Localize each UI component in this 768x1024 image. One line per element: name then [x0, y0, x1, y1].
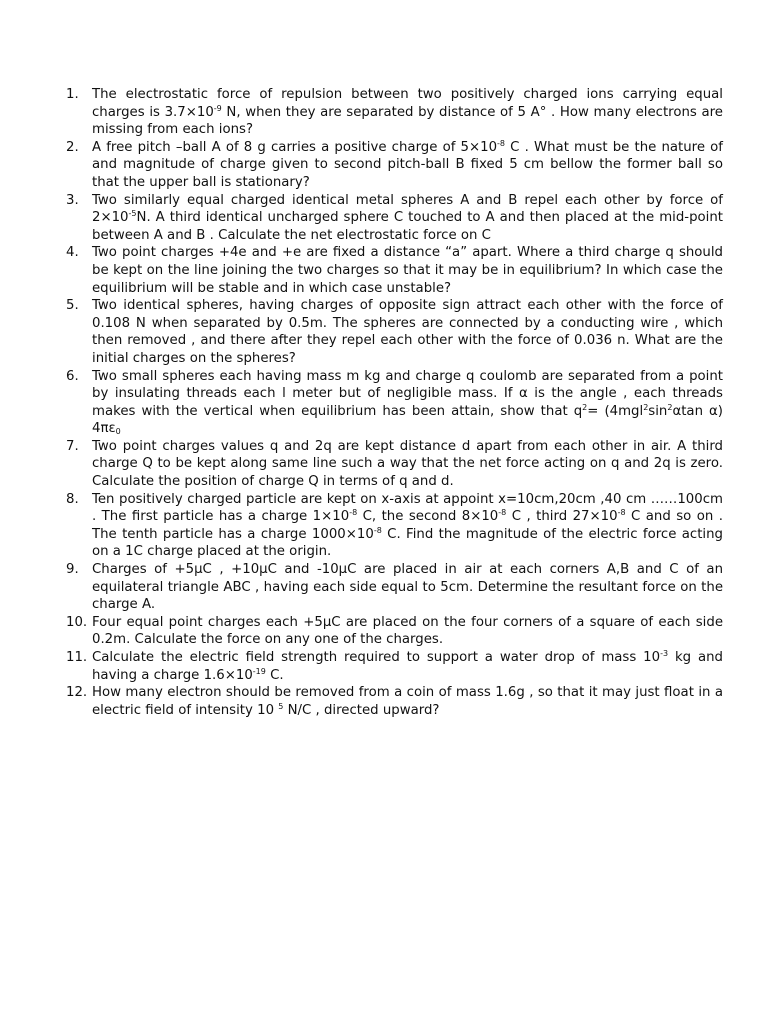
question-text: Two point charges +4e and +e are fixed a distance “a” apart. Where a third charge q should be kept on the line joining the two charges so that it may be in equilibrium? In which case the equilibrium will be stable and in which case unstable?: [92, 245, 723, 296]
question-text: kg and having a charge 1.6×10: [92, 650, 723, 683]
question-11: [66, 649, 723, 684]
exponent: 2: [667, 402, 673, 412]
exponent: 2: [582, 402, 588, 412]
exponent: -8: [617, 508, 626, 518]
question-2: [66, 139, 723, 192]
subscript: 0: [115, 427, 121, 437]
question-number: 8.: [66, 491, 79, 507]
question-number: 9.: [66, 562, 79, 578]
question-3: [66, 192, 723, 245]
question-text: C . What must be the nature of and magnitude of charge given to second pitch-ball B fixed 5 cm bellow the former ball so that the upper ball is stationary?: [92, 139, 723, 190]
question-text: Four equal point charges each +5μC are placed on the four corners of a square of each side 0.2m. Calculate the force on any one of the charges.: [92, 614, 723, 648]
question-text: C.: [265, 667, 284, 683]
question-text: Calculate the electric field strength required to support a water drop of mass 10: [92, 650, 661, 665]
question-text: Two similarly equal charged identical metal spheres A and B repel each other by force of 2×10: [92, 192, 723, 226]
question-number: 7.: [66, 438, 79, 454]
question-7: [66, 438, 723, 491]
question-text: How many electron should be removed from a coin of mass 1.6g , so that it may just float in a electric field of intensity 10: [92, 685, 723, 718]
question-number: 3.: [66, 192, 79, 208]
exponent: -9: [213, 103, 222, 113]
exponent: -8: [497, 138, 506, 148]
question-text: sin: [648, 403, 668, 419]
question-text: N/C , directed upward?: [283, 702, 440, 718]
question-text: Two point charges values q and 2q are kept distance d apart from each other in air. A third charge Q to be kept along same line such a way that the net force acting on q and 2q is zero. Calculate the position of charge Q in terms of q and d.: [92, 438, 723, 490]
exponent: -8: [498, 508, 507, 518]
question-1: [66, 86, 723, 139]
question-10: [66, 614, 723, 649]
exponent: -3: [660, 649, 669, 658]
question-text: A free pitch –ball A of 8 g carries a positive charge of 5×10: [92, 139, 498, 155]
question-text: C , third 27×10: [506, 509, 618, 525]
question-text: Ten positively charged particle are kept on x-axis at appoint x=10cm,20cm ,40 cm ……100cm . The first particle has a charge 1×10: [92, 491, 723, 525]
question-list: [66, 86, 723, 719]
question-5: [66, 297, 723, 367]
question-text: C. Find the magnitude of the electric force acting on a 1C charge placed at the origin.: [92, 526, 723, 560]
exponent: 5: [278, 701, 284, 711]
question-number: 5.: [66, 298, 79, 314]
question-6: [66, 368, 723, 438]
question-number: 11.: [66, 650, 88, 665]
question-number: 1.: [66, 87, 79, 102]
exponent: -8: [373, 525, 382, 535]
question-text: N, when they are separated by distance of 5 A° . How many electrons are missing from each ions?: [92, 104, 723, 138]
question-number: 12.: [66, 685, 88, 701]
question-number: 10.: [66, 614, 88, 630]
question-9: [66, 561, 723, 614]
question-text: = (4mgl: [587, 403, 644, 419]
question-number: 6.: [66, 368, 79, 384]
question-number: 2.: [66, 139, 79, 155]
question-4: [66, 244, 723, 297]
exponent: -5: [128, 209, 137, 219]
question-12: [66, 684, 723, 719]
question-8: [66, 491, 723, 561]
exponent: -8: [349, 508, 358, 518]
question-text: The electrostatic force of repulsion between two positively charged ions carrying equal charges is 3.7×10: [92, 87, 723, 120]
question-text: Two small spheres each having mass m kg and charge q coulomb are separated from a point by insulating threads each l meter but of negligible mass. If α is the angle , each threads makes with the vertical when equilibrium has been attain, show that q: [92, 368, 723, 419]
question-text: C and so on . The tenth particle has a charge 1000×10: [92, 509, 723, 542]
exponent: 2: [643, 402, 649, 412]
exponent: -19: [252, 666, 266, 676]
question-text: C, the second 8×10: [357, 509, 499, 525]
question-text: αtan α) 4πε: [92, 403, 723, 437]
question-text: N. A third identical uncharged sphere C touched to A and then placed at the mid-point between A and B . Calculate the net electrostatic force on C: [92, 210, 723, 243]
question-text: Two identical spheres, having charges of opposite sign attract each other with the force of 0.108 N when separated by 0.5m. The spheres are connected by a conducting wire , which then removed , and there after they repel each other with the force of 0.036 n. What are the initial charges on the spheres?: [92, 298, 723, 366]
question-text: Charges of +5μC , +10μC and -10μC are placed in air at each corners A,B and C of an equilateral triangle ABC , having each side equal to 5cm. Determine the resultant force on the charge A.: [92, 562, 723, 613]
question-number: 4.: [66, 245, 79, 261]
